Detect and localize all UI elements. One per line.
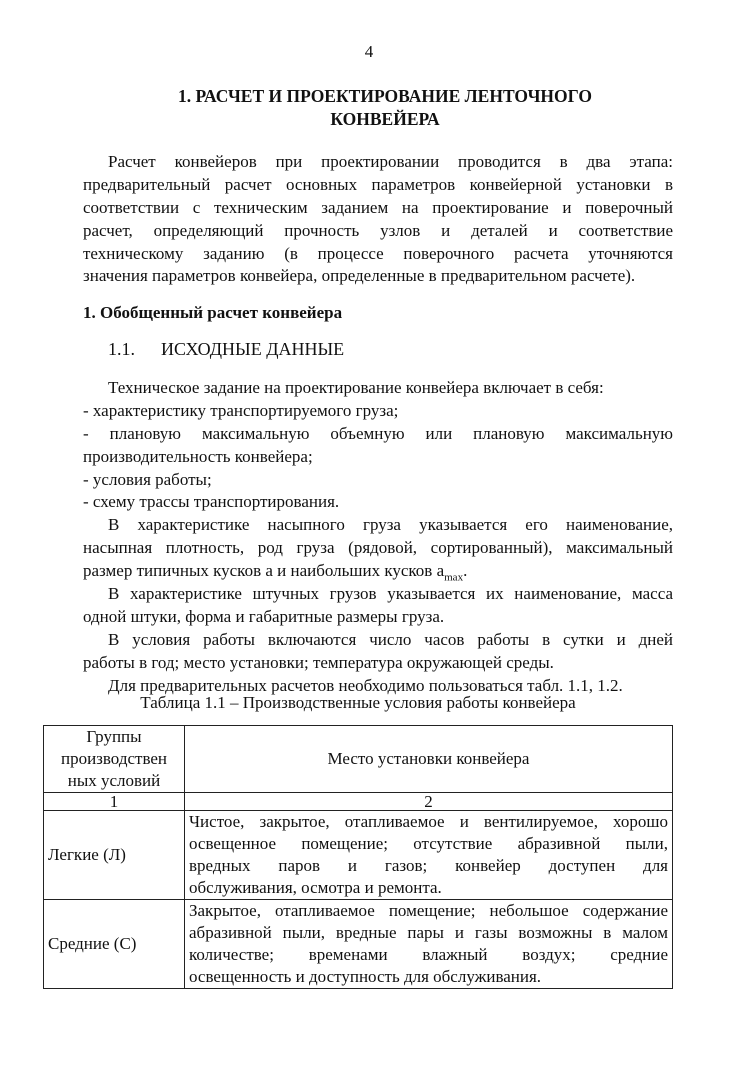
table-row bbox=[44, 811, 673, 900]
group-cell: Легкие (Л) bbox=[44, 811, 185, 900]
text-line: Расчет конвейеров при проектировании проводится в два этапа: bbox=[108, 152, 673, 171]
subscript: max bbox=[444, 571, 464, 584]
header-line: ных условий bbox=[67, 771, 161, 790]
chapter-title-line: 1. РАСЧЕТ И ПРОЕКТИРОВАНИЕ ЛЕНТОЧНОГО bbox=[178, 86, 592, 106]
text-line: Чистое, закрытое, отапливаемое и вентилируемое, хорошо bbox=[189, 812, 668, 831]
text-line: В характеристике штучных грузов указывается их наименование, масса bbox=[108, 584, 673, 604]
column-number: 1 bbox=[44, 793, 185, 811]
text-line: - схему трассы транспортирования. bbox=[83, 492, 340, 512]
page-number: 4 bbox=[364, 42, 374, 61]
header-line: Группы bbox=[86, 727, 142, 746]
text-line: Закрытое, отапливаемое помещение; небольшое содержание bbox=[189, 901, 668, 920]
table-caption: Таблица 1.1 – Производственные условия работы конвейера bbox=[140, 693, 576, 712]
chapter-title-line: КОНВЕЙЕРА bbox=[330, 109, 440, 129]
subsection-number: 1.1. bbox=[108, 339, 135, 359]
text-line: значения параметров конвейера, определенные в предварительном расчете). bbox=[83, 266, 636, 286]
text-line: освещенное помещение; отсутствие абразивной пыли, bbox=[189, 834, 668, 853]
header-line: производствен bbox=[60, 749, 168, 768]
text-line: - плановую максимальную объемную или плановую максимальную bbox=[83, 423, 673, 443]
intro-paragraph bbox=[83, 151, 673, 288]
chapter-title bbox=[60, 85, 710, 131]
description-cell bbox=[185, 811, 673, 900]
text-line: вредных паров и газов; конвейер доступен для bbox=[189, 856, 668, 875]
table-header-row bbox=[44, 726, 673, 793]
text-line: Для предварительных расчетов необходимо пользоваться табл. 1.1, 1.2. bbox=[108, 675, 623, 695]
text-line: - характеристику транспортируемого груза; bbox=[83, 400, 399, 420]
text-line: производительность конвейера; bbox=[83, 446, 313, 466]
group-cell: Средние (С) bbox=[44, 900, 185, 989]
text-line: - условия работы; bbox=[83, 469, 212, 489]
text-line: предварительный расчет основных параметров конвейерной установки в bbox=[83, 174, 673, 194]
text-line: абразивной пыли, вредные пары и газы возможны в малом bbox=[189, 923, 668, 942]
line-suffix: . bbox=[463, 561, 468, 581]
subsection-title: ИСХОДНЫЕ ДАННЫЕ bbox=[161, 339, 345, 359]
section-heading: 1. Обобщенный расчет конвейера bbox=[83, 303, 343, 322]
text-line bbox=[83, 560, 673, 583]
text-line: соответствии с техническим заданием на проектирование и поверочный bbox=[83, 197, 673, 217]
text-line: техническому заданию (в процессе поверочного расчета уточняются bbox=[83, 243, 673, 263]
text-line: насыпная плотность, род груза (рядовой, сортированный), максимальный bbox=[83, 538, 673, 558]
text-line: В условия работы включаются число часов работы в сутки и дней bbox=[108, 629, 673, 649]
text-line: В характеристике насыпного груза указывается его наименование, bbox=[108, 515, 673, 535]
text-line: расчет, определяющий прочность узлов и деталей и соответствие bbox=[83, 220, 673, 240]
body-text bbox=[83, 377, 673, 697]
column-number-row bbox=[44, 793, 673, 811]
header-cell-location: Место установки конвейера bbox=[185, 726, 673, 793]
subsection-heading bbox=[108, 338, 344, 361]
production-conditions-table bbox=[43, 725, 673, 989]
text-line: количестве; временами влажный воздух; средние bbox=[189, 945, 668, 964]
text-line: одной штуки, форма и габаритные размеры груза. bbox=[83, 606, 445, 626]
description-cell bbox=[185, 900, 673, 989]
line-text: размер типичных кусков a и наибольших кусков a bbox=[83, 561, 445, 581]
text-line: Техническое задание на проектирование конвейера включает в себя: bbox=[108, 378, 604, 397]
text-line: обслуживания, осмотра и ремонта. bbox=[189, 878, 442, 897]
text-line: работы в год; место установки; температура окружающей среды. bbox=[83, 652, 554, 672]
text-line: освещенность и доступность для обслуживания. bbox=[189, 967, 542, 986]
table-row bbox=[44, 900, 673, 989]
header-cell-groups bbox=[44, 726, 185, 793]
column-number: 2 bbox=[185, 793, 673, 811]
